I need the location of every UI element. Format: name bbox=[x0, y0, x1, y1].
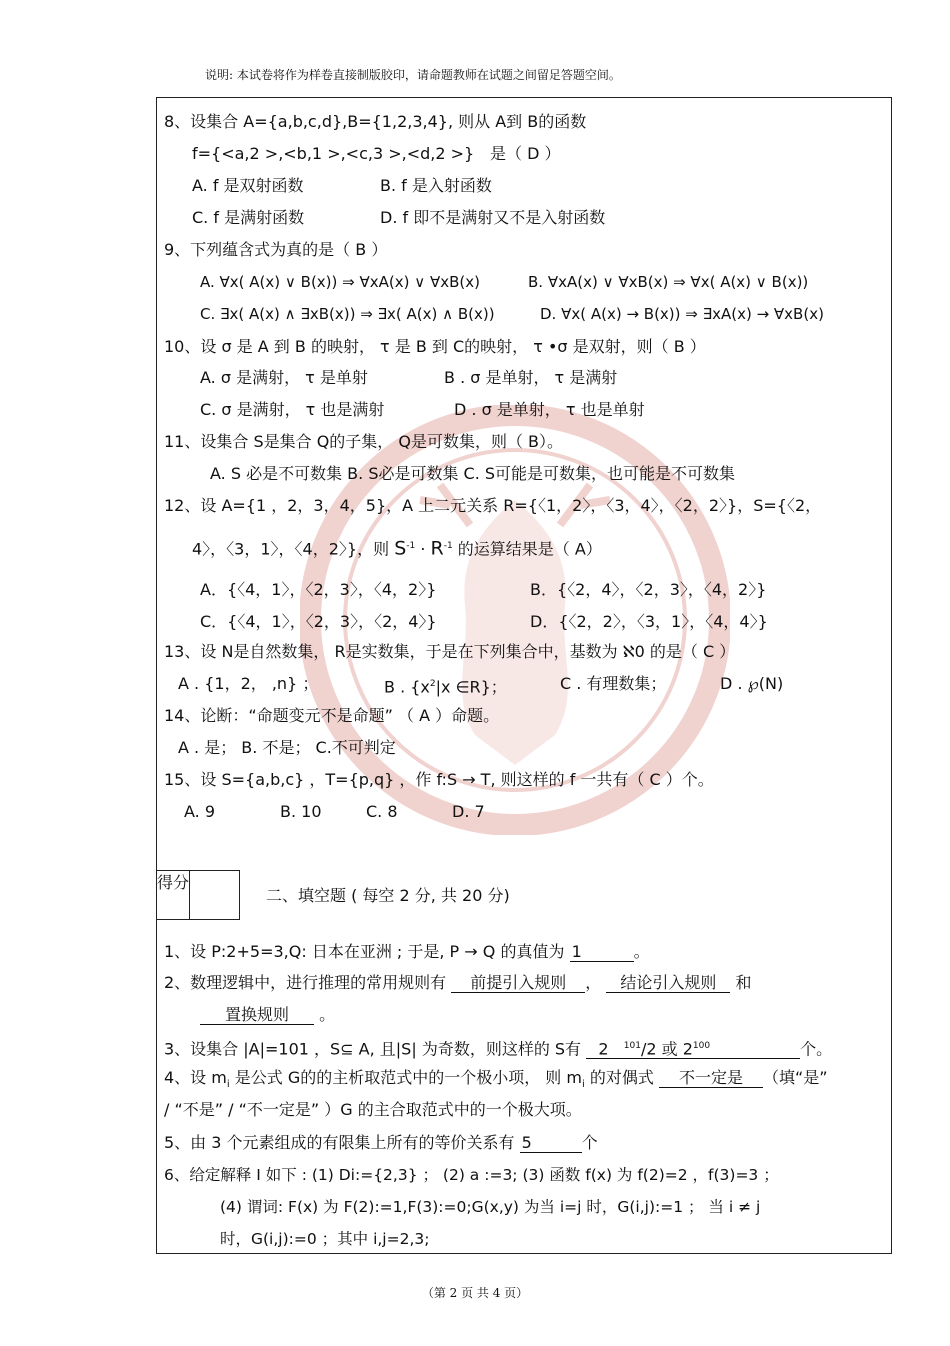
fill-2-answer-3: 置换规则 bbox=[200, 1006, 314, 1025]
score-label: 得分 bbox=[157, 871, 190, 919]
fill-4-line2: / “不是” / “不一定是” ）G 的主合取范式中的一个极大项。 bbox=[164, 1100, 582, 1119]
q10-option-b: B . σ 是单射， τ 是满射 bbox=[444, 368, 618, 387]
q15-option-b: B. 10 bbox=[280, 802, 322, 821]
header-note: 说明: 本试卷将作为样卷直接制版胶印，请命题教师在试题之间留足答题空间。 bbox=[205, 68, 621, 82]
fill-6-line1: 6、给定解释 I 如下 : (1) Di:={2,3} ； (2) a :=3; (3) 函数 f(x) 为 f(2)=2 ，f(3)=3 ； bbox=[164, 1166, 779, 1184]
fill-4: 4、设 $m_i$ 是公式 G的的主析取范式中的一个极小项， 则 $m_i$ 的对偶式 不一定是 （填“是” bbox=[164, 1068, 828, 1091]
q14-stem: 14、论断：“命题变元不是命题” （ A ）命题。 bbox=[164, 706, 500, 725]
q11-stem: 11、设集合 S是集合 Q的子集， Q是可数集，则（ B）。 bbox=[164, 432, 564, 451]
q9-option-a: A. ∀x( A(x) ∨ B(x)) ⇒ ∀xA(x) ∨ ∀xB(x) bbox=[200, 273, 480, 291]
q12-stem-line2: 4〉，〈3，1〉，〈4，2〉}，则 $S^{-1} \cdot R^{-1}$ 的运算结果是（ A） bbox=[192, 537, 602, 560]
section2-title: 二、填空题 ( 每空 2 分, 共 20 分) bbox=[266, 886, 510, 905]
fill-6-line3: 时，G(i,j):=0 ；其中 i,j=2,3; bbox=[220, 1230, 430, 1248]
q10-option-a: A. σ 是满射， τ 是单射 bbox=[200, 368, 368, 387]
q15-stem: 15、设 S={a,b,c} ，T={p,q} ，作 f:S → T, 则这样的 f 一共有（ C ）个。 bbox=[164, 770, 714, 789]
q8-option-a: A. f 是双射函数 bbox=[192, 176, 304, 195]
q14-options: A . 是； B. 不是； C.不可判定 bbox=[178, 738, 396, 757]
q10-option-c: C. σ 是满射， τ 也是满射 bbox=[200, 400, 385, 419]
fill-3-answer: 2 $^{101}$/2 或 $2^{100}$ bbox=[586, 1037, 800, 1059]
q8-option-d: D. f 即不是满射又不是入射函数 bbox=[380, 208, 606, 227]
fill-1-answer: 1 bbox=[570, 943, 634, 962]
q9-stem: 9、下列蕴含式为真的是（ B ） bbox=[164, 240, 388, 259]
q8-option-c: C. f 是满射函数 bbox=[192, 208, 305, 227]
q10-stem: 10、设 σ 是 A 到 B 的映射， τ 是 B 到 C的映射， τ •σ 是双射，则（ B ） bbox=[164, 337, 706, 356]
q8-f: f={<a,2 >,<b,1 >,<c,3 >,<d,2 >} bbox=[192, 144, 475, 163]
page-footer: （第 2 页 共 4 页） bbox=[421, 1286, 529, 1300]
q11-options: A. S 必是不可数集 B. S必是可数集 C. S可能是可数集，也可能是不可数集 bbox=[210, 464, 736, 483]
fill-6-line2: (4) 谓词: F(x) 为 F(2):=1,F(3):=0;G(x,y) 为当 i=j 时，G(i,j):=1 ； 当 i ≠ j bbox=[220, 1198, 761, 1216]
q9-option-d: D. ∀x( A(x) → B(x)) ⇒ ∃xA(x) → ∀xB(x) bbox=[540, 305, 824, 323]
q13-option-b: B . {$x^2|x$ ∈R}； bbox=[384, 677, 507, 697]
fill-5-answer: 5 bbox=[520, 1134, 582, 1153]
q12-option-a: A．{〈4，1〉，〈2，3〉，〈4，2〉} bbox=[200, 580, 437, 599]
fill-3: 3、设集合 |A|=101 ，S⊆ A, 且|S| 为奇数，则这样的 S有 2 $^{101}$/2 或 $2^{100}$ 个。 bbox=[164, 1037, 832, 1059]
fill-4-answer: 不一定是 bbox=[659, 1069, 763, 1088]
fill-2: 2、数理逻辑中，进行推理的常用规则有 前提引入规则 ， 结论引入规则 和 bbox=[164, 973, 752, 992]
q8-option-b: B. f 是入射函数 bbox=[380, 176, 492, 195]
q9-option-c: C. ∃x( A(x) ∧ ∃xB(x)) ⇒ ∃x( A(x) ∧ B(x)) bbox=[200, 305, 495, 323]
fill-2-answer-2: 结论引入规则 bbox=[606, 974, 730, 993]
q13-option-a: A . {1，2， ,n} ； bbox=[178, 674, 319, 693]
fill-5: 5、由 3 个元素组成的有限集上所有的等价关系有 5 个 bbox=[164, 1133, 598, 1152]
q12-option-d: D．{〈2，2〉，〈3，1〉，〈4，4〉} bbox=[530, 612, 768, 631]
q15-option-d: D. 7 bbox=[452, 802, 485, 821]
q12-option-b: B．{〈2，4〉，〈2，3〉，〈4，2〉} bbox=[530, 580, 767, 599]
q10-option-d: D . σ 是单射， τ 也是单射 bbox=[454, 400, 645, 419]
q13-option-d: D . ℘(N) bbox=[720, 674, 784, 693]
fill-2-answer-1: 前提引入规则 bbox=[451, 974, 585, 993]
fill-1: 1、设 P:2+5=3,Q: 日本在亚洲 ; 于是, P → Q 的真值为 1 。 bbox=[164, 942, 650, 961]
q13-stem: 13、设 N是自然数集， R是实数集，于是在下列集合中，基数为 ℵ0 的是（ C ） bbox=[164, 642, 736, 661]
q8-is: 是（ D ） bbox=[490, 144, 561, 163]
q8-stem: 8、设集合 A={a,b,c,d},B={1,2,3,4}, 则从 A到 B的函数 bbox=[164, 112, 587, 131]
q12-stem-line1: 12、设 A={1 ，2，3，4，5}，A 上二元关系 R={〈1，2〉，〈3，4〉，〈2，2〉}，S={〈2， bbox=[164, 496, 822, 515]
q13-option-c: C . 有理数集； bbox=[560, 674, 667, 693]
fill-2-cont: 置换规则 。 bbox=[200, 1005, 335, 1025]
score-box bbox=[156, 870, 240, 920]
q15-option-c: C. 8 bbox=[366, 802, 398, 821]
q9-option-b: B. ∀xA(x) ∨ ∀xB(x) ⇒ ∀x( A(x) ∨ B(x)) bbox=[528, 273, 809, 291]
q12-option-c: C．{〈4，1〉，〈2，3〉，〈2，4〉} bbox=[200, 612, 437, 631]
q15-option-a: A. 9 bbox=[184, 802, 216, 821]
